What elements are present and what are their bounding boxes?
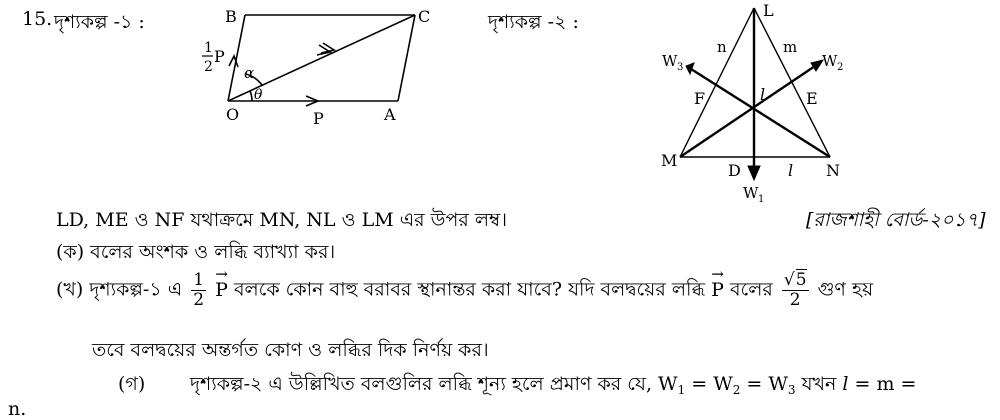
label-D: D [728,161,741,180]
scenario1-label: দৃশ্যকল্প -১ : [54,11,145,33]
label-M: M [661,151,678,170]
part-b-mid2: বলের [729,278,773,301]
label-E: E [806,89,818,108]
fraction-root5: $\frac{√5}{2}$ [783,270,807,310]
label-n: n [717,38,727,56]
question-number: 15. [22,8,53,30]
label-F: F [694,89,706,108]
part-c-label: (গ) [118,373,146,395]
label-N: N [826,161,840,180]
label-O: O [226,105,240,124]
label-B: B [225,7,237,26]
question-stem: LD, ME ও NF যথাক্রমে MN, NL ও LM এর উপর লম্ব। [56,209,507,231]
part-b-line2: তবে বলদ্বয়ের অন্তর্গত কোণ ও লব্ধির দিক নির্ণয় কর। [92,339,489,361]
label-halfP: P [214,47,225,66]
fraction2-num: 5 [795,270,807,290]
figure-triangle [600,0,900,205]
label-W1-sub: 1 [758,194,765,205]
part-c-continuation: n. [8,398,27,420]
part-a: (ক) বলের অংশক ও লব্ধি ব্যাখ্যা কর। [56,241,336,263]
fraction-half [191,272,206,309]
label-W3: W [662,52,678,70]
figure-parallelogram [0,0,480,140]
part-b-line1 [56,272,873,309]
part-b-prefix: (খ) দৃশ্যকল্প-১ এ [56,278,183,301]
label-half-num: 1 [204,40,213,56]
part-c-text: দৃশ্যকল্প-২ এ উল্লিখিত বলগুলির লব্ধি শূন্য হলে প্রমাণ কর যে, $W_1 = W_2 = W_3$ যখন l = m = [190,373,917,397]
label-W2-sub: 2 [837,62,844,73]
label-W3-sub: 3 [677,62,684,73]
label-alpha: α [244,64,255,82]
label-l-center: l [760,85,766,104]
label-m: m [783,38,798,56]
label-C: C [418,7,431,26]
label-A: A [384,105,396,124]
label-L: L [763,1,774,20]
part-b-mid: বলকে কোন বাহু বরাবর স্থানান্তর করা যাবে? যদি বলদ্বয়ের লব্ধি [233,278,706,301]
scenario2-label: দৃশ্যকল্প -২ : [488,11,579,33]
label-W1: W [743,184,759,202]
label-theta: θ [254,87,263,103]
label-l-bottom: l [788,161,794,180]
label-half-den: 2 [204,59,213,75]
vector-P-resultant: → P [711,273,724,301]
part-b-suffix: গুণ হয় [817,278,874,301]
vector-P: → P [215,273,228,301]
fraction-den: 2 [193,290,205,310]
label-W2: W [822,52,838,70]
board-reference: [রাজশাহী বোর্ড-২০১৭] [806,209,986,231]
fraction2-den: 2 [789,290,801,310]
label-P: P [313,109,324,128]
fraction-num: 1 [193,270,205,290]
